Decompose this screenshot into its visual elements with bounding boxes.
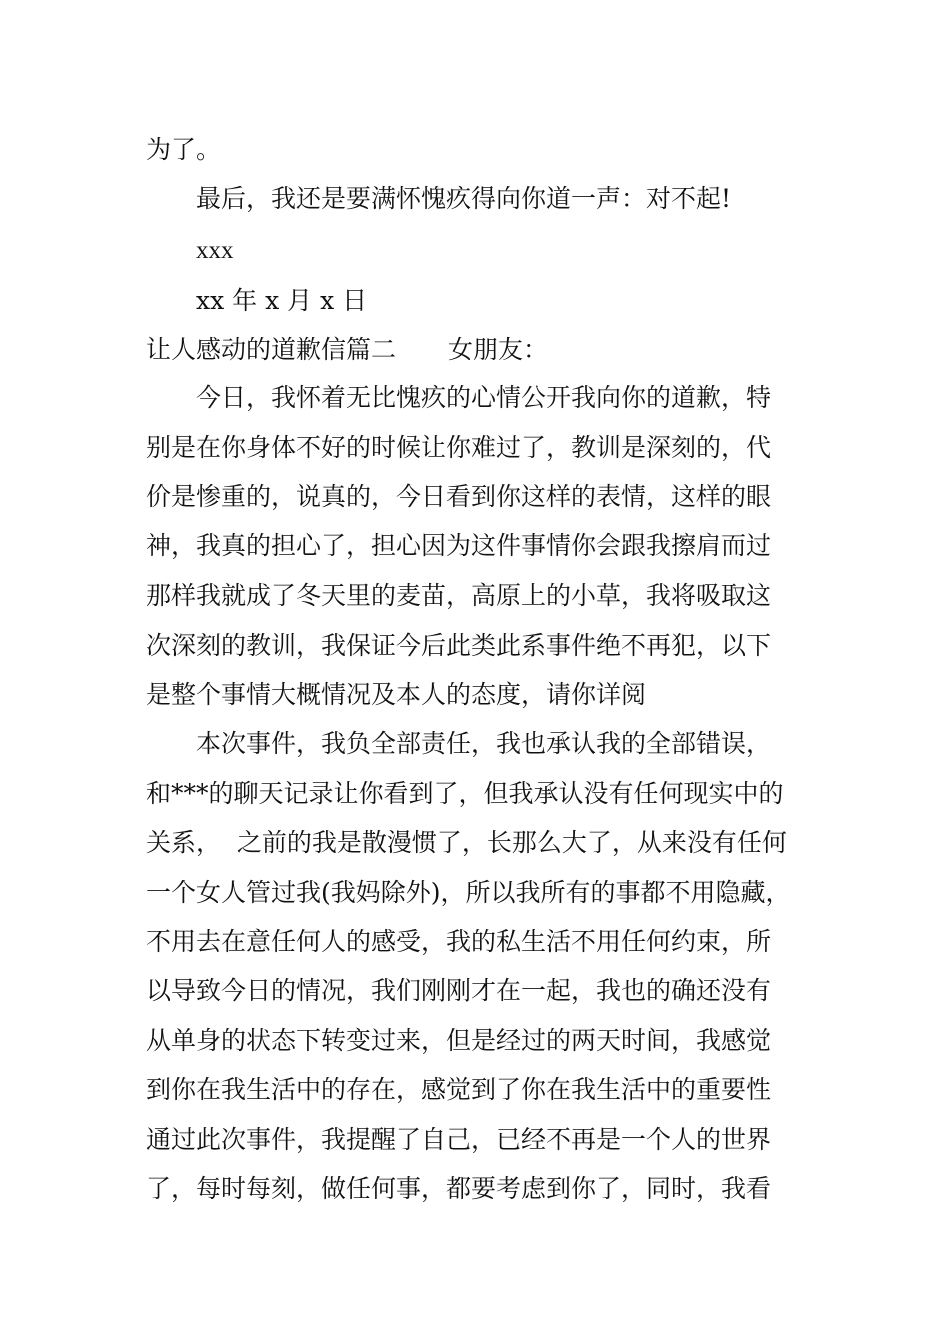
paragraph-line: 一个女人管过我(我妈除外)，所以我所有的事都不用隐藏，	[146, 878, 791, 907]
paragraph-line: 关系， 之前的我是散漫惯了，长那么大了，从来没有任何	[146, 828, 787, 857]
section-title: 让人感动的道歉信篇二	[146, 335, 397, 364]
paragraph-line: 本次事件，我负全部责任，我也承认我的全部错误，	[196, 729, 772, 758]
letter-salutation: 女朋友：	[448, 335, 549, 364]
paragraph-line: 以导致今日的情况，我们刚刚才在一起，我也的确还没有	[146, 976, 772, 1005]
paragraph-line: 次深刻的教训，我保证今后此类此系事件绝不再犯，以下	[146, 631, 772, 660]
signature-name: xxx	[196, 237, 234, 264]
paragraph-line: 是整个事情大概情况及本人的态度，请你详阅	[146, 680, 647, 709]
paragraph-line: 别是在你身体不好的时候让你难过了，教训是深刻的，代	[146, 433, 772, 462]
paragraph-line: 价是惨重的，说真的，今日看到你这样的表情，这样的眼	[146, 482, 772, 511]
closing-apology-line: 最后，我还是要满怀愧疚得向你道一声：对不起!	[196, 184, 732, 213]
signature-date: xx 年 x 月 x 日	[196, 286, 368, 315]
paragraph-line: 那样我就成了冬天里的麦苗，高原上的小草，我将吸取这	[146, 581, 772, 610]
paragraph-line: 神，我真的担心了，担心因为这件事情你会跟我擦肩而过	[146, 531, 772, 560]
paragraph-line: 通过此次事件，我提醒了自己，已经不再是一个人的世界	[146, 1125, 772, 1154]
paragraph-line: 从单身的状态下转变过来，但是经过的两天时间，我感觉	[146, 1026, 772, 1055]
paragraph-line: 了，每时每刻，做任何事，都要考虑到你了，同时，我看	[146, 1174, 772, 1203]
paragraph-line: 和***的聊天记录让你看到了，但我承认没有任何现实中的	[146, 779, 784, 808]
paragraph-line: 不用去在意任何人的感受，我的私生活不用任何约束，所	[146, 927, 772, 956]
section-heading	[146, 335, 548, 365]
paragraph-line: 到你在我生活中的存在，感觉到了你在我生活中的重要性	[146, 1075, 772, 1104]
paragraph-line: 今日，我怀着无比愧疚的心情公开我向你的道歉，特	[196, 383, 772, 412]
paragraph-line: 为了。	[146, 135, 222, 164]
